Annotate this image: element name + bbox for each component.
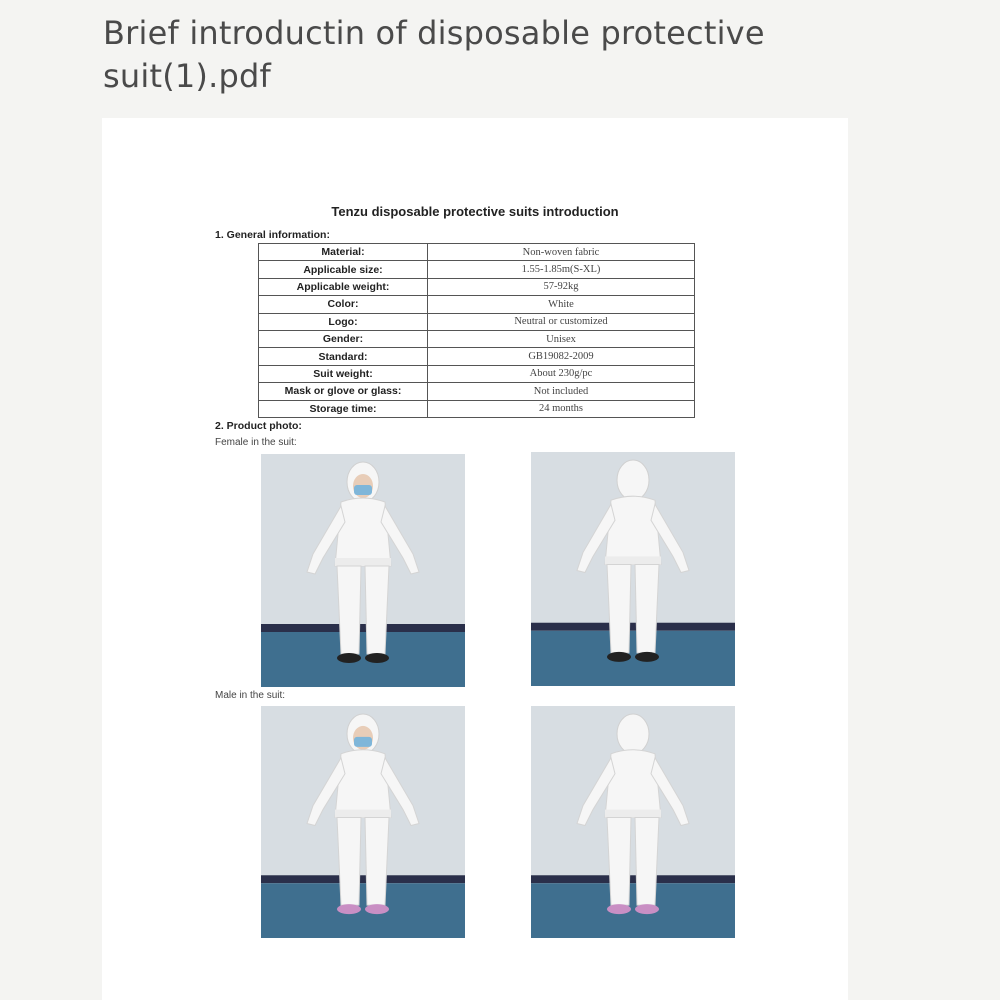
section-product-photo: 2. Product photo: bbox=[215, 420, 302, 432]
info-row bbox=[259, 383, 695, 400]
info-label: Suit weight: bbox=[259, 365, 428, 382]
male-caption: Male in the suit: bbox=[215, 690, 286, 701]
info-row bbox=[259, 365, 695, 382]
info-label: Applicable size: bbox=[259, 261, 428, 278]
info-label: Mask or glove or glass: bbox=[259, 383, 428, 400]
info-label: Logo: bbox=[259, 313, 428, 330]
info-value: Unisex bbox=[428, 330, 695, 347]
info-label: Applicable weight: bbox=[259, 278, 428, 295]
photo-female-back bbox=[531, 452, 735, 686]
info-value: Non-woven fabric bbox=[428, 244, 695, 261]
info-row bbox=[259, 400, 695, 417]
female-caption: Female in the suit: bbox=[215, 437, 297, 448]
info-value: Not included bbox=[428, 383, 695, 400]
info-label: Standard: bbox=[259, 348, 428, 365]
info-row bbox=[259, 261, 695, 278]
info-row bbox=[259, 313, 695, 330]
info-table bbox=[258, 243, 695, 418]
photo-male-back bbox=[531, 706, 735, 938]
info-label: Material: bbox=[259, 244, 428, 261]
info-value: GB19082-2009 bbox=[428, 348, 695, 365]
info-value: 1.55-1.85m(S-XL) bbox=[428, 261, 695, 278]
photo-female-front bbox=[261, 454, 465, 687]
info-row bbox=[259, 330, 695, 347]
info-value: 24 months bbox=[428, 400, 695, 417]
info-value: Neutral or customized bbox=[428, 313, 695, 330]
info-row bbox=[259, 244, 695, 261]
document-title: Tenzu disposable protective suits introduction bbox=[331, 204, 619, 219]
info-label: Storage time: bbox=[259, 400, 428, 417]
info-value: About 230g/pc bbox=[428, 365, 695, 382]
file-title: Brief introductin of disposable protective suit(1).pdf bbox=[103, 14, 765, 95]
section-general-info: 1. General information: bbox=[215, 229, 330, 241]
info-row bbox=[259, 278, 695, 295]
info-row bbox=[259, 348, 695, 365]
info-label: Color: bbox=[259, 296, 428, 313]
info-label: Gender: bbox=[259, 330, 428, 347]
info-value: White bbox=[428, 296, 695, 313]
pdf-page[interactable] bbox=[102, 118, 848, 1000]
info-row bbox=[259, 296, 695, 313]
photo-male-front bbox=[261, 706, 465, 938]
info-value: 57-92kg bbox=[428, 278, 695, 295]
